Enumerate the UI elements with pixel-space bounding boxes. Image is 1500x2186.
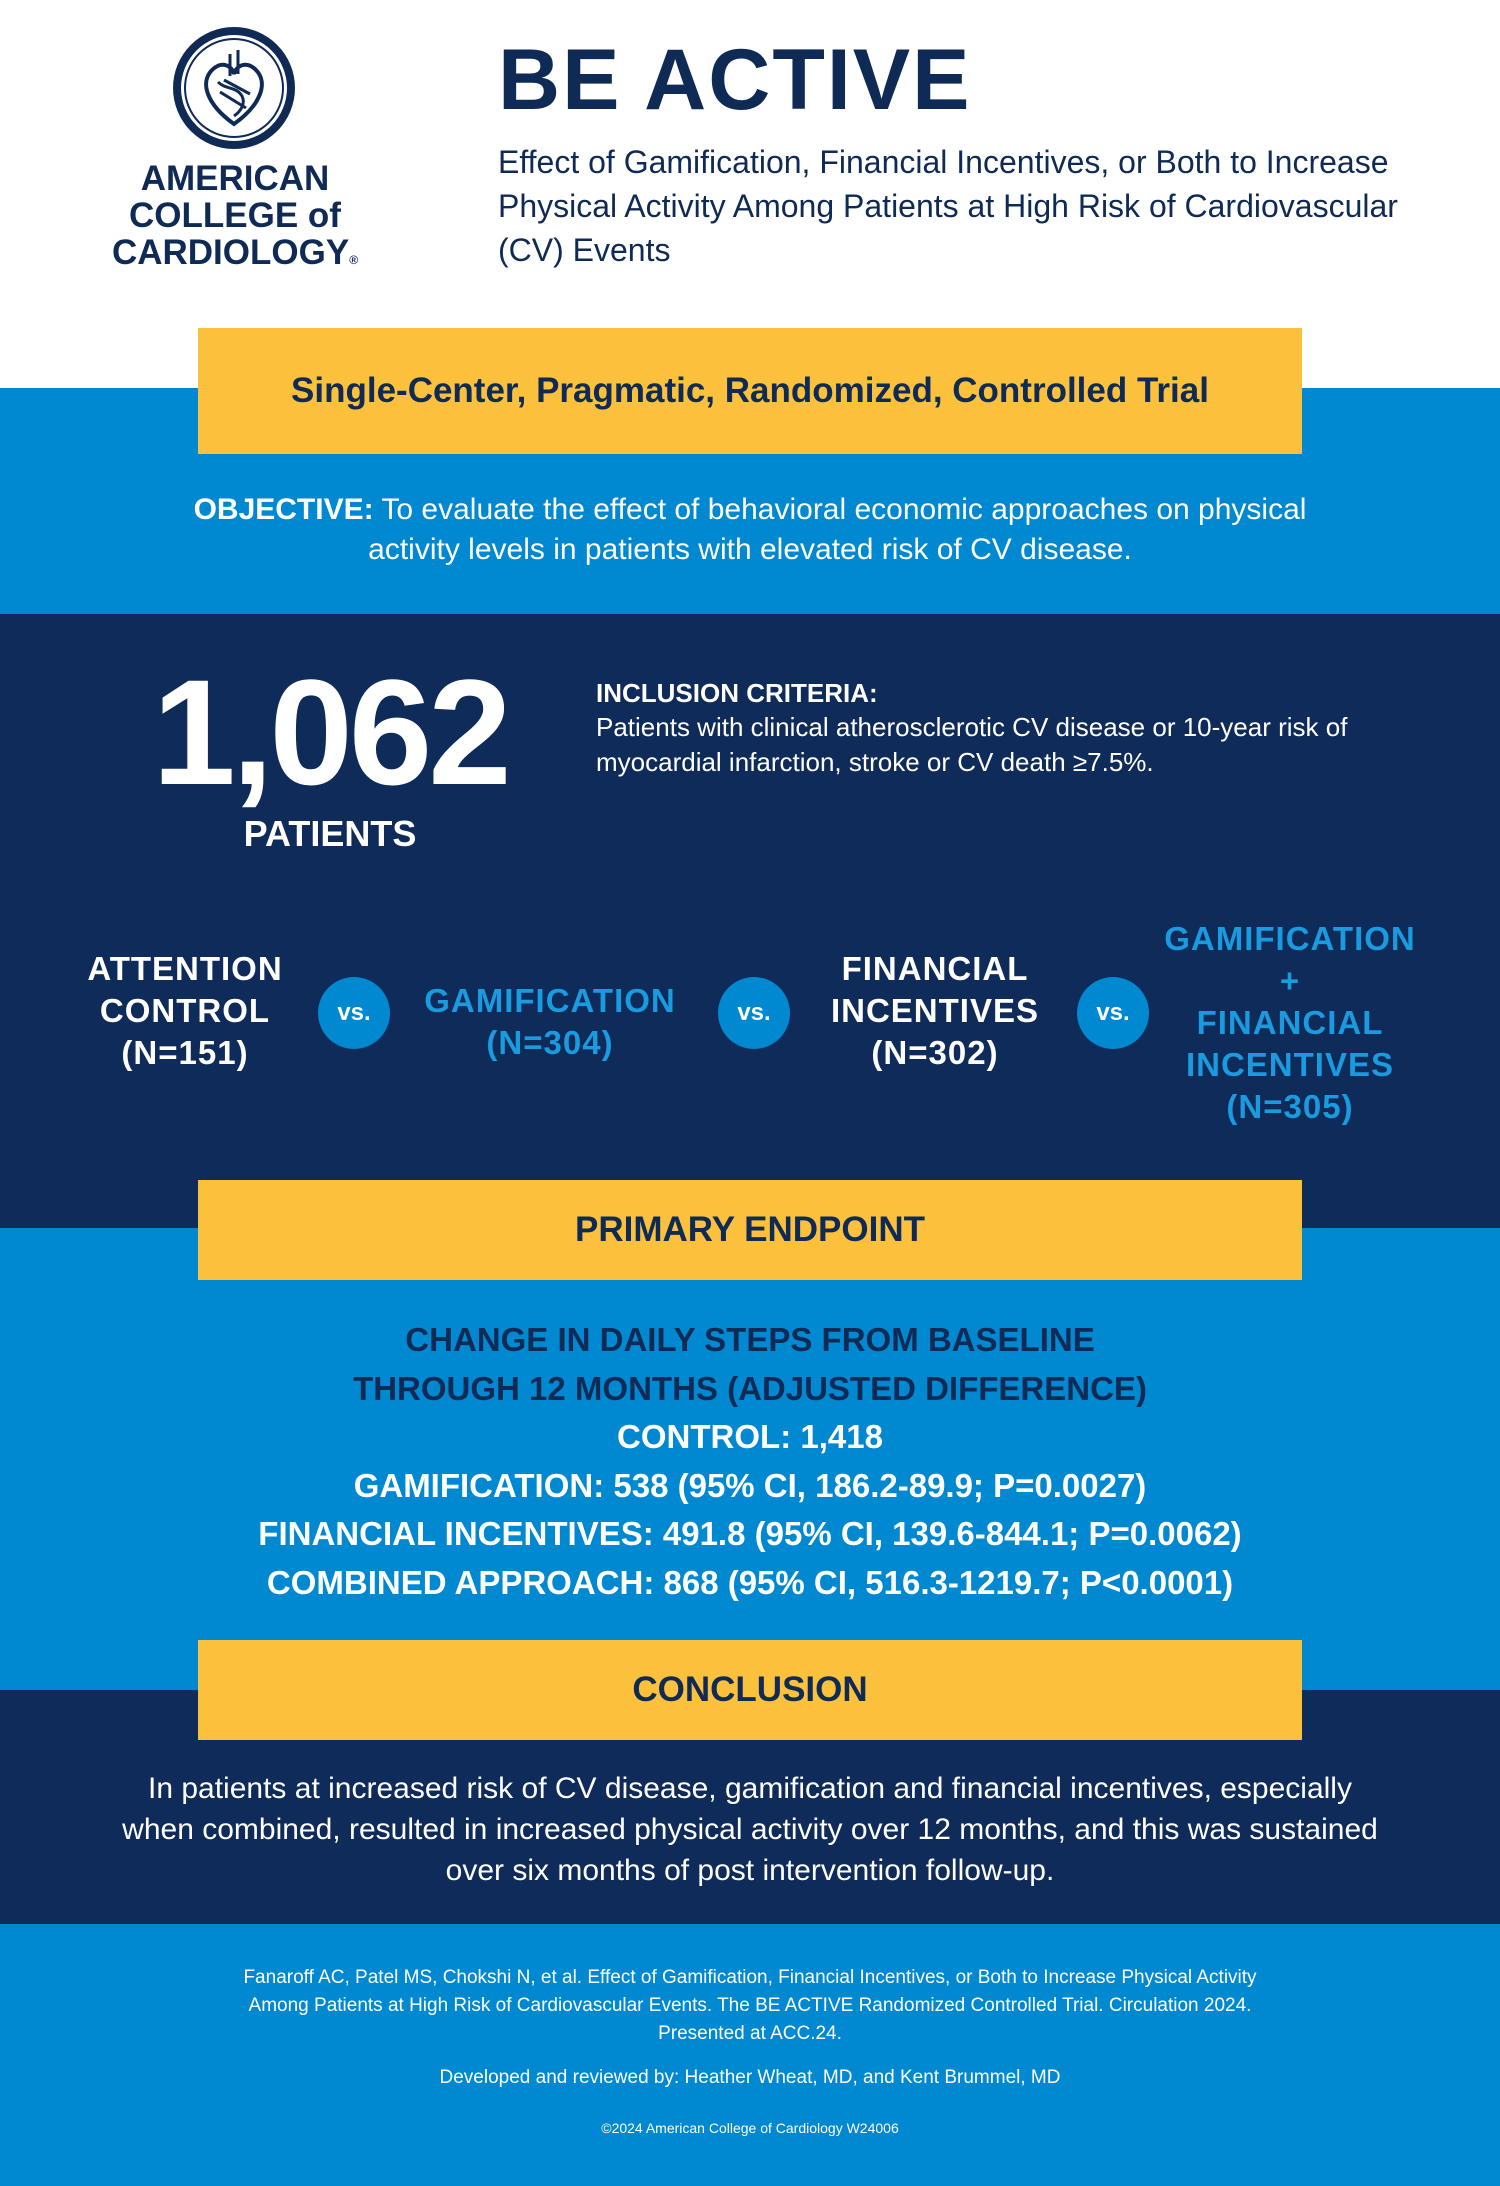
endpoint-result: CONTROL: 1,418 <box>617 1418 883 1455</box>
vs-badge: vs. <box>318 977 390 1049</box>
arm-line: FINANCIAL <box>841 950 1029 987</box>
arm-line: + <box>1279 962 1301 999</box>
endpoint-result: GAMIFICATION: 538 (95% CI, 186.2-89.9; P=0.0027) <box>353 1466 1147 1504</box>
page-title: BE ACTIVE <box>498 32 972 128</box>
arm-line: GAMIFICATION <box>1164 920 1416 957</box>
inclusion-criteria-title: INCLUSION CRITERIA: <box>596 678 878 708</box>
arm-line: INCENTIVES <box>830 992 1040 1029</box>
arm-line: CONTROL <box>99 992 271 1029</box>
endpoint-result: COMBINED APPROACH: 868 (95% CI, 516.3-1219.7; P<0.0001) <box>266 1563 1234 1601</box>
vs-badge: vs. <box>718 977 790 1049</box>
study-design-banner: Single-Center, Pragmatic, Randomized, Controlled Trial <box>198 328 1302 454</box>
patient-count-label: PATIENTS <box>243 813 417 854</box>
developed-by: Developed and reviewed by: Heather Wheat, MD, and Kent Brummel, MD <box>439 2067 1061 2088</box>
registered-mark: ® <box>349 253 359 267</box>
citation: Fanaroff AC, Patel MS, Chokshi N, et al. Effect of Gamification, Financial Incentives, or Both to Increase Physical Activity Among Patients at High Risk of Cardiovascular Events. The BE ACTIVE Randomized Controlled Trial. Circulation 2024. Presented at ACC.24. <box>243 1967 1257 2044</box>
objective-text <box>150 490 1350 570</box>
page-subtitle: Effect of Gamification, Financial Incentives, or Both to Increase Physical Activity Among Patients at High Risk of Cardiovascular (CV) Events <box>498 144 1398 268</box>
primary-endpoint-banner: PRIMARY ENDPOINT <box>198 1180 1302 1280</box>
arm-line: (N=151) <box>121 1034 249 1071</box>
logo-line-2: COLLEGE of <box>129 196 341 235</box>
arm-line: FINANCIAL <box>1196 1004 1384 1041</box>
arm-line: INCENTIVES <box>1185 1046 1395 1083</box>
endpoint-results <box>100 1316 1400 1607</box>
endpoint-heading: CHANGE IN DAILY STEPS FROM BASELINE <box>405 1321 1095 1358</box>
endpoint-result: FINANCIAL INCENTIVES: 491.8 (95% CI, 139.6-844.1; P=0.0062) <box>258 1515 1242 1552</box>
patient-count: 1,062 <box>152 648 508 816</box>
logo-line-3-text: CARDIOLOGY <box>111 233 350 272</box>
logo-line-1: AMERICAN <box>140 159 330 198</box>
heart-seal-icon <box>170 24 298 152</box>
arm-financial-incentives <box>800 948 1070 1074</box>
conclusion-banner: CONCLUSION <box>198 1640 1302 1740</box>
arm-line: (N=305) <box>1226 1088 1354 1125</box>
inclusion-criteria-text: Patients with clinical atherosclerotic CV disease or 10-year risk of myocardial infarction, stroke or CV death ≥7.5%. <box>596 712 1348 777</box>
arm-line: ATTENTION <box>87 950 283 987</box>
arm-line: GAMIFICATION <box>424 982 676 1019</box>
logo-wordmark <box>80 160 390 279</box>
conclusion-text: In patients at increased risk of CV disease, gamification and financial incentives, especially when combined, resulted in increased physical activity over 12 months, and this was sustained over six months of post intervention follow-up. <box>122 1772 1378 1887</box>
arm-line: (N=304) <box>486 1024 614 1061</box>
arm-attention-control <box>60 948 310 1074</box>
arm-combined <box>1140 918 1440 1128</box>
logo-line-3 <box>80 234 390 279</box>
objective-body: To evaluate the effect of behavioral economic approaches on physical activity levels in patients with elevated risk of CV disease. <box>368 493 1307 566</box>
arm-gamification <box>400 980 700 1064</box>
objective-label: OBJECTIVE: <box>193 493 374 526</box>
arm-line: (N=302) <box>871 1034 999 1071</box>
copyright: ©2024 American College of Cardiology W24006 <box>601 2120 899 2136</box>
vs-badge: vs. <box>1077 977 1149 1049</box>
endpoint-heading: THROUGH 12 MONTHS (ADJUSTED DIFFERENCE) <box>353 1369 1147 1407</box>
